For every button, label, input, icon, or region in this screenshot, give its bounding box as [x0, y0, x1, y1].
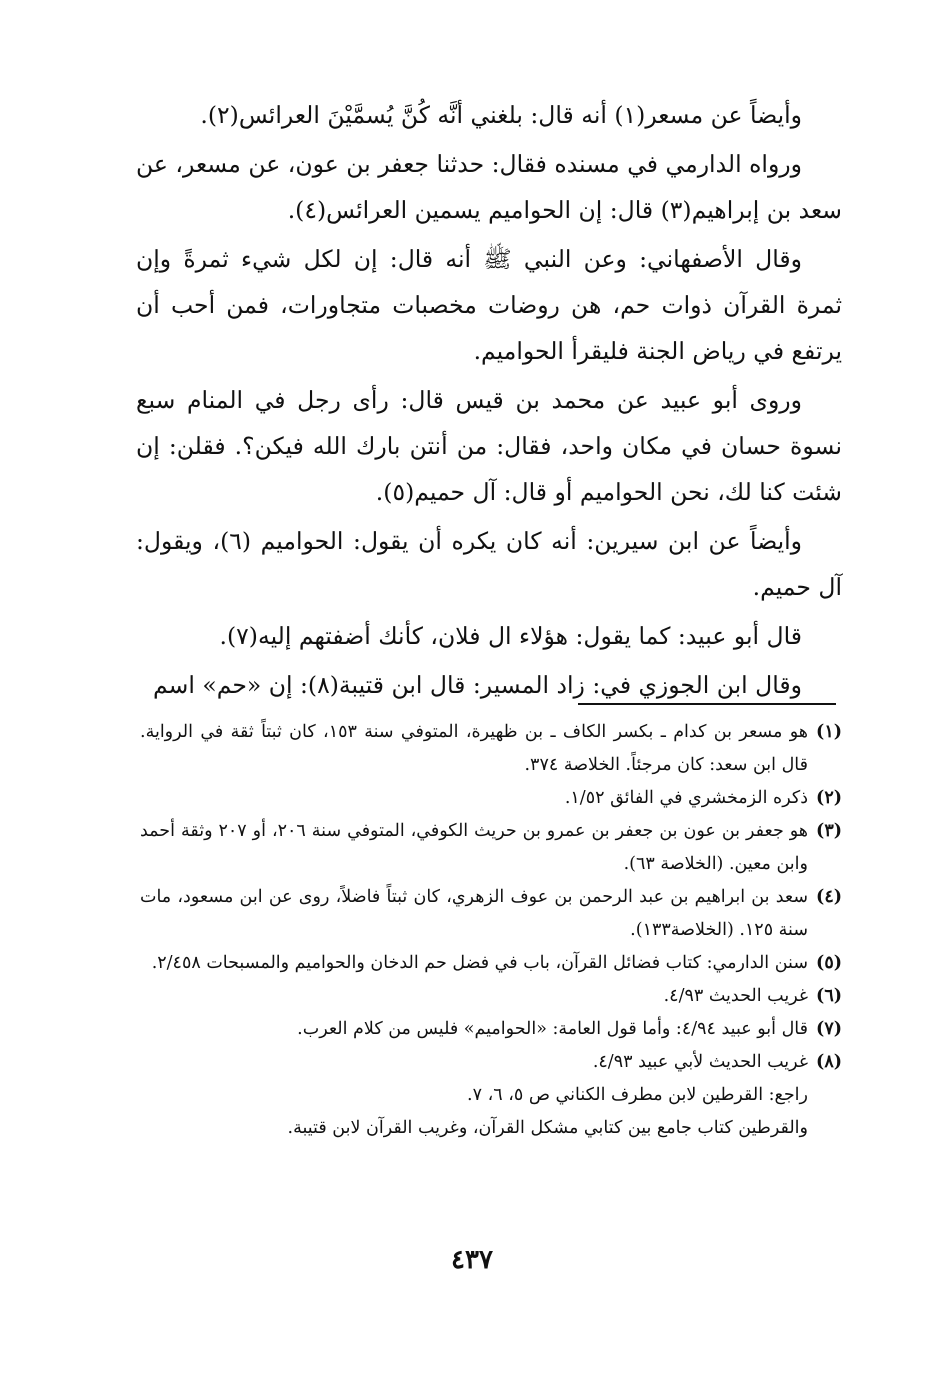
footnote-text: قال أبو عبيد ٤/٩٤: وأما قول العامة: «الحواميم» فليس من كلام العرب. [297, 1019, 808, 1039]
paragraph-6: قال أبو عبيد: كما يقول: هؤلاء ال فلان، كأنك أضفتهم إليه(٧). [219, 622, 802, 650]
footnote-separator [578, 703, 836, 705]
footnote [140, 815, 842, 881]
footnote-number: (٨) [816, 1052, 842, 1072]
main-text [136, 92, 842, 711]
footnote-text: غريب الحديث لأبي عبيد ٤/٩٣. [592, 1052, 808, 1072]
paragraph-7: وقال ابن الجوزي في: زاد المسير: قال ابن قتيبة(٨): إن «حم» اسم [153, 671, 802, 699]
footnote-continuation: والقرطين كتاب جامع بين كتابي مشكل القرآن، وغريب القرآن لابن قتيبة. [287, 1118, 808, 1138]
page-number: ٤٣٧ [451, 1245, 493, 1275]
footnote [140, 716, 842, 782]
footnote-text: سعد بن ابراهيم بن عبد الرحمن بن عوف الزهري، كان ثبتاً فاضلاً، روى عن ابن مسعود، مات سنة ١٢٥. (الخلاصة١٣٣). [140, 887, 808, 940]
paragraph-5: وأيضاً عن ابن سيرين: أنه كان يكره أن يقول: الحواميم (٦)، ويقول: آل حميم. [136, 527, 842, 601]
footnote [140, 980, 842, 1013]
footnote-text: غريب الحديث ٤/٩٣. [663, 986, 808, 1006]
paragraph-1: وأيضاً عن مسعر(١) أنه قال: بلغني أنَّه كُنَّ يُسمَّيْنَ العرائس(٢). [200, 101, 802, 129]
footnote-number: (٧) [816, 1019, 842, 1039]
footnote-continuation: راجع: القرطين لابن مطرف الكناني ص ٥، ٦، ٧. [467, 1085, 808, 1105]
footnote [140, 782, 842, 815]
footnote-number: (٤) [816, 887, 842, 907]
footnotes [140, 716, 842, 1145]
footnote-number: (٦) [816, 986, 842, 1006]
footnote [140, 947, 842, 980]
footnote [140, 1046, 842, 1079]
footnote [140, 881, 842, 947]
footnote [140, 1013, 842, 1046]
footnote-text: هو مسعر بن كدام ـ بكسر الكاف ـ بن ظهيرة، المتوفي سنة ١٥٣، كان ثبتاً ثقة في الرواية. قال ابن سعد: كان مرجئاً. الخلاصة ٣٧٤. [140, 722, 809, 775]
footnote-text: ذكره الزمخشري في الفائق ١/٥٢. [564, 788, 808, 808]
footnote-text: سنن الدارمي: كتاب فضائل القرآن، باب في فضل حم الدخان والحواميم والمسبحات ٢/٤٥٨. [151, 953, 808, 973]
footnote-number: (٢) [816, 788, 842, 808]
footnote-number: (٣) [816, 821, 842, 841]
paragraph-2: ورواه الدارمي في مسنده فقال: حدثنا جعفر بن عون، عن مسعر، عن سعد بن إبراهيم(٣) قال: إن الحواميم يسمين العرائس(٤). [136, 150, 842, 224]
footnote-text: هو جعفر بن عون بن جعفر بن عمرو بن حريث الكوفي، المتوفي سنة ٢٠٦، أو ٢٠٧ وثقة أحمد وابن معين. (الخلاصة ٦٣). [140, 821, 809, 874]
paragraph-4: وروى أبو عبيد عن محمد بن قيس قال: رأى رجل في المنام سبع نسوة حسان في مكان واحد، فقال: من أنتن بارك الله فيكن؟. فقلن: إن شئت كنا لك، نحن الحواميم أو قال: آل حميم(٥). [136, 386, 842, 506]
footnote-number: (١) [816, 722, 842, 742]
paragraph-3: وقال الأصفهاني: وعن النبي ﷺ أنه قال: إن لكل شيء ثمرةً وإن ثمرة القرآن ذوات حم، هن روضات مخصبات متجاورات، فمن أحب أن يرتفع في رياض الجنة فليقرأ الحواميم. [136, 245, 842, 365]
footnote-number: (٥) [816, 953, 842, 973]
